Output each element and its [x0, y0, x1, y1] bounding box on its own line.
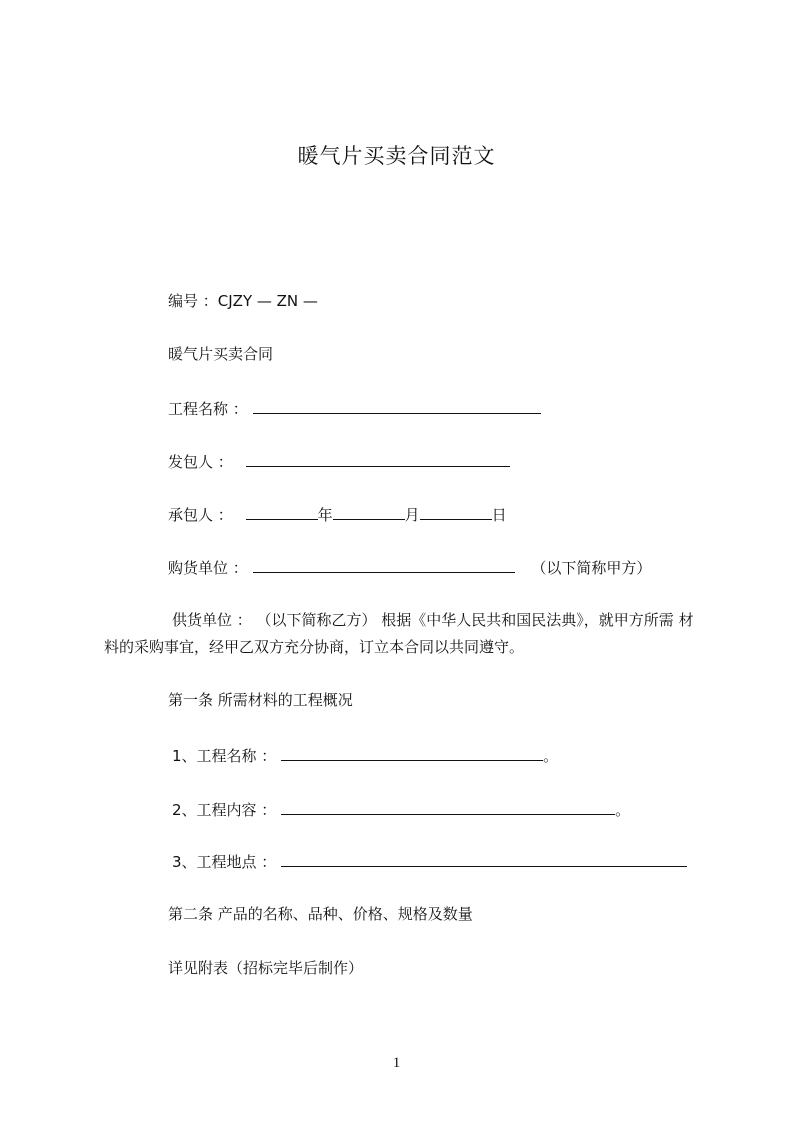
contractor-label: 发包人 ： — [168, 453, 233, 471]
article2-heading: 第二条 产品的名称、品种、价格、规格及数量 — [168, 905, 473, 923]
year-blank[interactable] — [246, 504, 318, 520]
project-name-line — [168, 398, 541, 419]
item2-end: 。 — [615, 801, 631, 819]
item1-end: 。 — [543, 747, 559, 765]
month-blank[interactable] — [333, 504, 405, 520]
item1-line — [172, 745, 558, 766]
supplier-paragraph: 供货单位 ： （以下简称乙方） 根据《中华人民共和国民法典》，就甲方所需 材料的采购事宜，经甲乙双方充分协商，订立本合同以共同遵守。 — [104, 611, 694, 656]
buyer-label: 购货单位 ： — [168, 559, 248, 577]
project-name-blank[interactable] — [253, 398, 541, 414]
document-title: 暖气片买卖合同范文 — [297, 144, 496, 168]
item2-label: 2、工程内容 ： — [172, 801, 277, 819]
buyer-blank[interactable] — [253, 557, 515, 573]
item1-label: 1、工程名称 ： — [172, 747, 277, 765]
contract-subtitle: 暖气片买卖合同 — [168, 345, 274, 363]
item3-line — [172, 851, 687, 872]
item1-blank[interactable] — [281, 745, 543, 761]
buyer-suffix: （以下简称甲方） — [531, 559, 652, 577]
day-blank[interactable] — [420, 504, 492, 520]
page-number: 1 — [392, 1055, 401, 1071]
contract-number-line — [168, 291, 318, 311]
contract-number-label: 编号 ：CJZY — ZN — — [168, 292, 318, 310]
attachment-note: 详见附表（招标完毕后制作） — [168, 959, 364, 977]
item3-label: 3、工程地点 ： — [172, 853, 277, 871]
day-label: 日 — [491, 506, 507, 524]
buyer-line — [168, 557, 651, 578]
month-label: 月 — [404, 506, 420, 524]
contractor-line — [168, 451, 510, 472]
project-name-label: 工程名称 ： — [168, 400, 248, 418]
undertaker-line — [168, 504, 507, 525]
item2-line — [172, 799, 630, 820]
item2-blank[interactable] — [281, 799, 615, 815]
year-label: 年 — [317, 506, 333, 524]
undertaker-label: 承包人 ： — [168, 506, 233, 524]
contractor-blank[interactable] — [246, 451, 510, 467]
article1-heading: 第一条 所需材料的工程概况 — [168, 691, 353, 709]
item3-blank[interactable] — [281, 851, 687, 867]
